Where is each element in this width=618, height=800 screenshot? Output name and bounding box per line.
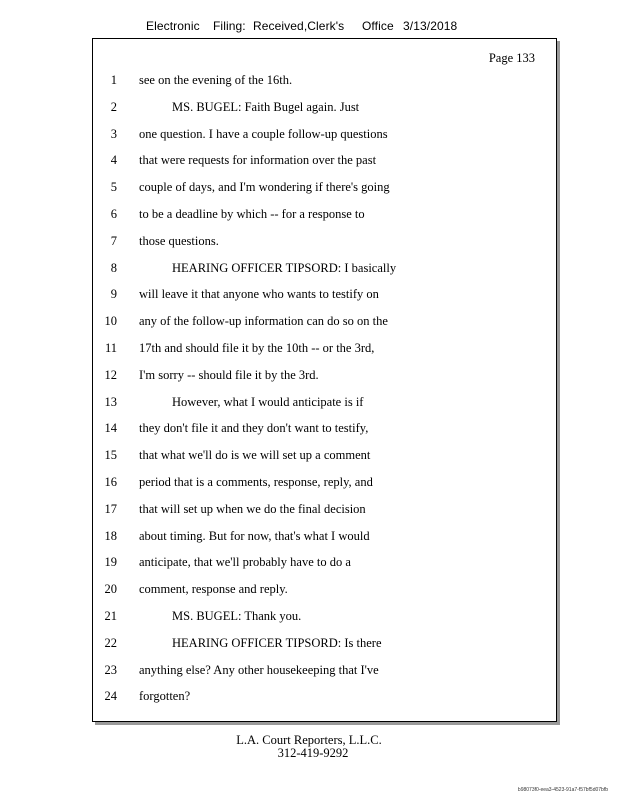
line-text: forgotten? <box>139 689 191 704</box>
header-received: Received,Clerk's <box>253 19 345 33</box>
transcript-line <box>92 472 552 492</box>
line-text: I'm sorry -- should file it by the 3rd. <box>139 367 319 382</box>
transcript-line <box>92 633 552 653</box>
document-id: b98073f0-eea3-4523-91a7-f57bf5d07bfb <box>517 787 608 793</box>
line-number: 6 <box>110 207 117 221</box>
transcript-line <box>92 97 552 117</box>
line-number: 11 <box>104 341 117 355</box>
transcript-line <box>92 365 552 385</box>
line-number: 5 <box>110 180 117 195</box>
line-text: any of the follow-up information can do so on the <box>139 314 388 329</box>
line-number: 20 <box>104 582 117 597</box>
header-filing: Filing: <box>213 19 246 33</box>
transcript-line <box>92 526 552 546</box>
line-number: 23 <box>104 662 117 677</box>
transcript-line <box>92 418 552 438</box>
footer-phone: 312-419-9292 <box>277 746 349 760</box>
line-text: However, what I would anticipate is if <box>172 394 364 409</box>
transcript-line <box>92 579 552 599</box>
transcript-line <box>92 338 552 358</box>
header-date: 3/13/2018 <box>403 19 458 33</box>
line-number: 1 <box>110 73 117 87</box>
line-number: 22 <box>104 635 117 650</box>
line-text: that what we'll do is we will set up a comment <box>139 448 371 463</box>
line-number: 13 <box>104 394 117 409</box>
transcript-line <box>92 284 552 304</box>
line-text: 17th and should file it by the 10th -- or the 3rd, <box>139 341 375 355</box>
line-number: 4 <box>110 153 117 168</box>
transcript-line <box>92 552 552 572</box>
transcript-line <box>92 686 552 706</box>
line-number: 10 <box>104 314 117 329</box>
line-text: those questions. <box>139 233 219 248</box>
transcript-line <box>92 177 552 197</box>
line-text: MS. BUGEL: Thank you. <box>172 609 302 623</box>
transcript-line <box>92 124 552 144</box>
transcript-line <box>92 150 552 170</box>
line-text: anything else? Any other housekeeping that I've <box>139 662 379 677</box>
line-number: 8 <box>110 260 117 275</box>
line-text: see on the evening of the 16th. <box>139 73 293 87</box>
transcript-line <box>92 231 552 251</box>
line-number: 18 <box>104 528 117 543</box>
header-office: Office <box>362 19 394 33</box>
transcript-line <box>92 70 552 90</box>
line-number: 15 <box>104 448 117 463</box>
line-number: 17 <box>104 501 117 516</box>
line-text: will leave it that anyone who wants to testify on <box>139 287 379 302</box>
line-number: 12 <box>104 367 117 382</box>
line-text: that will set up when we do the final decision <box>139 501 366 516</box>
line-text: to be a deadline by which -- for a response to <box>139 207 365 221</box>
transcript-line <box>92 499 552 519</box>
line-number: 9 <box>110 287 117 302</box>
line-text: MS. BUGEL: Faith Bugel again. Just <box>172 99 360 114</box>
header-electronic: Electronic <box>146 19 200 33</box>
line-text: they don't file it and they don't want to testify, <box>139 421 369 436</box>
transcript-line <box>92 606 552 626</box>
page-number: Page 133 <box>488 51 535 65</box>
line-text: HEARING OFFICER TIPSORD: I basically <box>172 260 397 275</box>
footer-firm-name: L.A. Court Reporters, L.L.C. <box>236 733 382 747</box>
transcript-line <box>92 392 552 412</box>
transcript-line <box>92 660 552 680</box>
line-number: 2 <box>110 99 117 114</box>
line-number: 16 <box>104 475 117 489</box>
line-number: 21 <box>104 609 117 623</box>
line-number: 3 <box>110 126 117 141</box>
line-number: 24 <box>104 689 117 704</box>
line-number: 14 <box>104 421 117 436</box>
transcript-line <box>92 258 552 278</box>
transcript-line <box>92 445 552 465</box>
line-text: couple of days, and I'm wondering if there's going <box>139 180 390 195</box>
transcript-line <box>92 204 552 224</box>
line-text: anticipate, that we'll probably have to do a <box>139 555 351 570</box>
transcript-line <box>92 311 552 331</box>
line-text: comment, response and reply. <box>139 582 288 597</box>
line-text: that were requests for information over the past <box>139 153 377 168</box>
line-number: 19 <box>104 555 117 570</box>
line-text: one question. I have a couple follow-up questions <box>139 126 388 141</box>
line-text: HEARING OFFICER TIPSORD: Is there <box>172 635 382 650</box>
line-number: 7 <box>110 233 117 248</box>
line-text: about timing. But for now, that's what I would <box>139 528 370 543</box>
line-text: period that is a comments, response, reply, and <box>139 475 373 489</box>
